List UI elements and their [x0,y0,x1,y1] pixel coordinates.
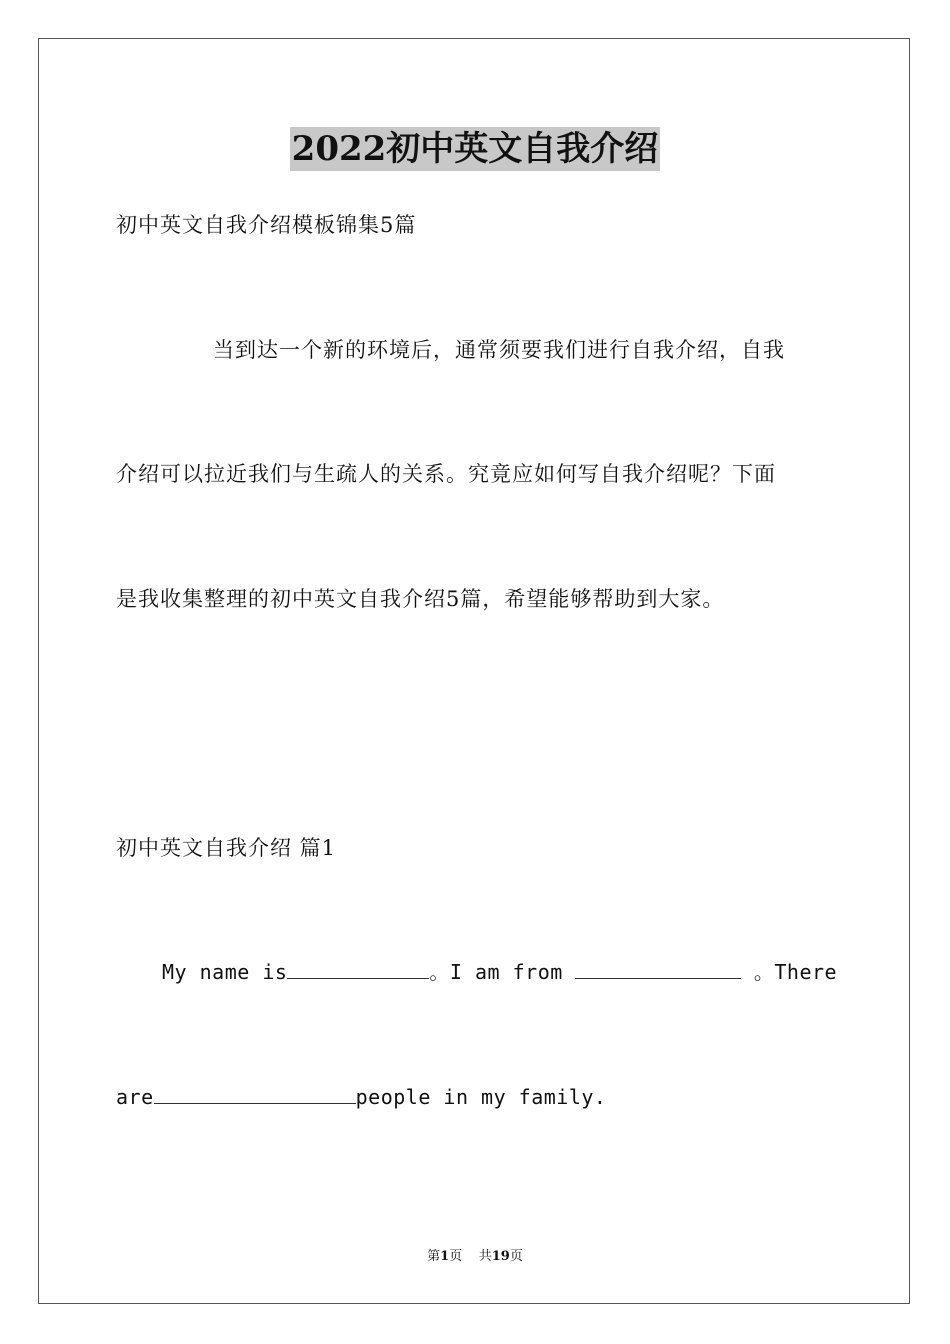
english-text-people: people in my family. [355,1085,607,1109]
name-blank [287,958,429,979]
footer-page-number: 1 [440,1249,450,1264]
intro-paragraph-line-2: 介绍可以拉近我们与生疏人的关系。究竟应如何写自我介绍呢？下面 [116,462,776,486]
english-text-name: My name is [162,960,288,984]
intro-paragraph-line-3: 是我收集整理的初中英文自我介绍5篇，希望能够帮助到大家。 [116,587,725,611]
english-text-are: are [116,1085,154,1109]
footer-page-prefix: 第 [427,1249,441,1264]
section-heading: 初中英文自我介绍 篇1 [116,836,337,860]
document-title: 2022初中英文自我介绍 [291,129,659,169]
footer-page-suffix: 页 [449,1249,463,1264]
family-count-blank [154,1083,356,1104]
english-line-2 [116,1083,606,1111]
english-text-from: 。I am from [429,960,576,984]
english-text-there: 。There [741,960,838,984]
from-blank [575,958,741,979]
title-container [0,127,950,171]
footer-total-pages: 19 [491,1249,510,1264]
intro-paragraph-line-1: 当到达一个新的环境后，通常须要我们进行自我介绍，自我 [213,338,785,362]
footer-total-prefix: 共 [478,1249,492,1264]
document-subtitle: 初中英文自我介绍模板锦集5篇 [116,213,417,237]
page-footer [0,1248,950,1266]
english-line-1 [162,958,837,986]
footer-total-suffix: 页 [509,1249,523,1264]
